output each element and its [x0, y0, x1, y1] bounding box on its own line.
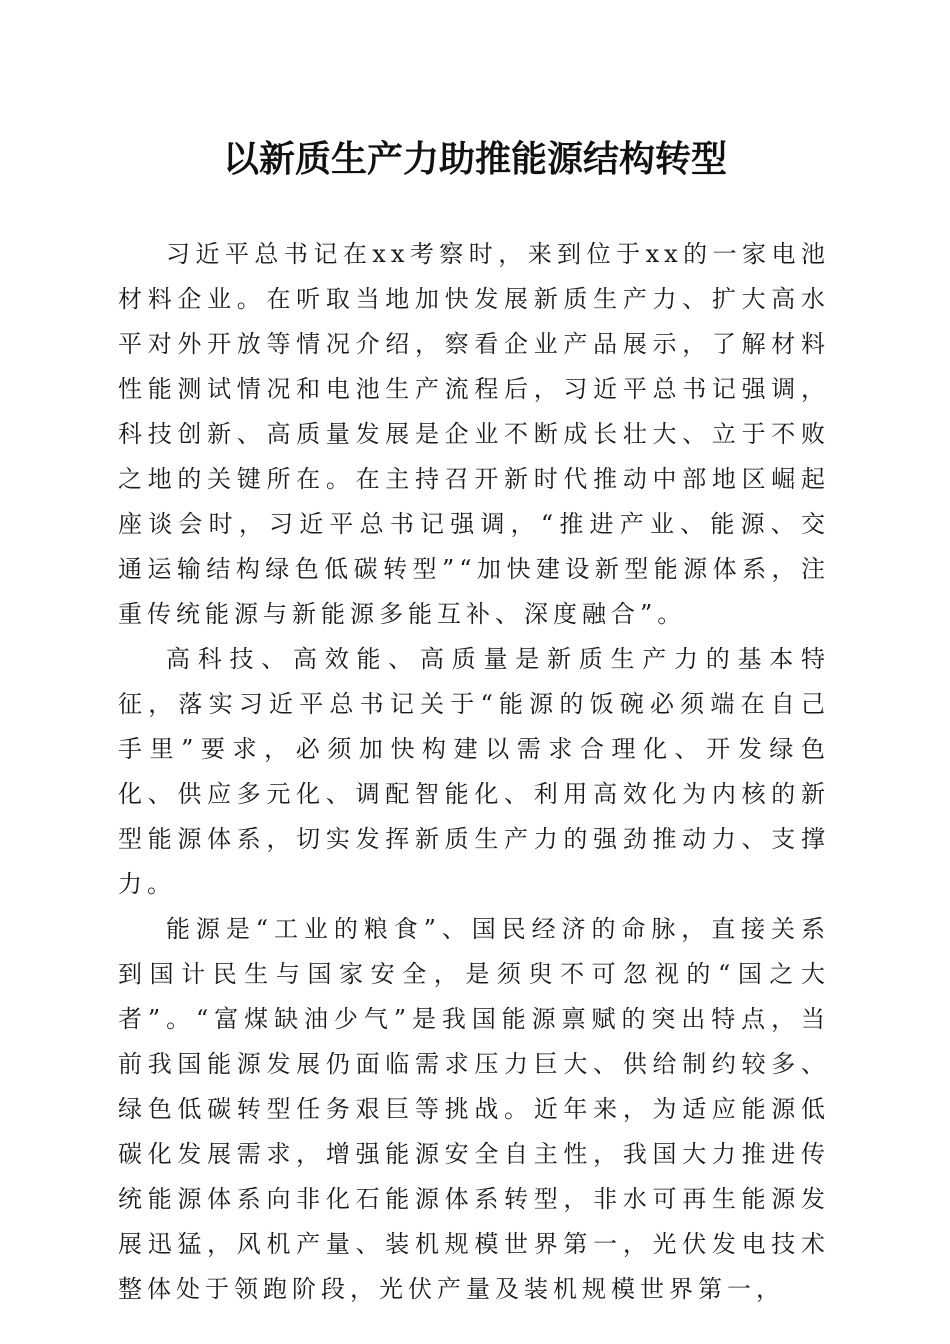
document-body — [118, 232, 830, 1312]
paragraph-2: 高科技、高效能、高质量是新质生产力的基本特征，落实习近平总书记关于“能源的饭碗必须端在自己手里”要求，必须加快构建以需求合理化、开发绿色化、供应多元化、调配智能化、利用高效化为内核的新型能源体系，切实发挥新质生产力的强劲推动力、支撑力。 — [118, 645, 830, 898]
document-title: 以新质生产力助推能源结构转型 — [222, 138, 727, 180]
paragraph-3: 能源是“工业的粮食”、国民经济的命脉，直接关系到国计民生与国家安全，是须臾不可忽视的“国之大者”。“富煤缺油少气”是我国能源禀赋的突出特点，当前我国能源发展仍面临需求压力巨大、供给制约较多、绿色低碳转型任务艰巨等挑战。近年来，为适应能源低碳化发展需求，增强能源安全自主性，我国大力推进传统能源体系向非化石能源体系转型，非水可再生能源发展迅猛，风机产量、装机规模世界第一，光伏发电技术整体处于领跑阶段，光伏产量及装机规模世界第一， — [118, 915, 830, 1303]
paragraph-1: 习近平总书记在xx考察时，来到位于xx的一家电池材料企业。在听取当地加快发展新质生产力、扩大高水平对外开放等情况介绍，察看企业产品展示，了解材料性能测试情况和电池生产流程后，习近平总书记强调，科技创新、高质量发展是企业不断成长壮大、立于不败之地的关键所在。在主持召开新时代推动中部地区崛起座谈会时，习近平总书记强调，“推进产业、能源、交通运输结构绿色低碳转型”“加快建设新型能源体系，注重传统能源与新能源多能互补、深度融合”。 — [118, 240, 830, 628]
